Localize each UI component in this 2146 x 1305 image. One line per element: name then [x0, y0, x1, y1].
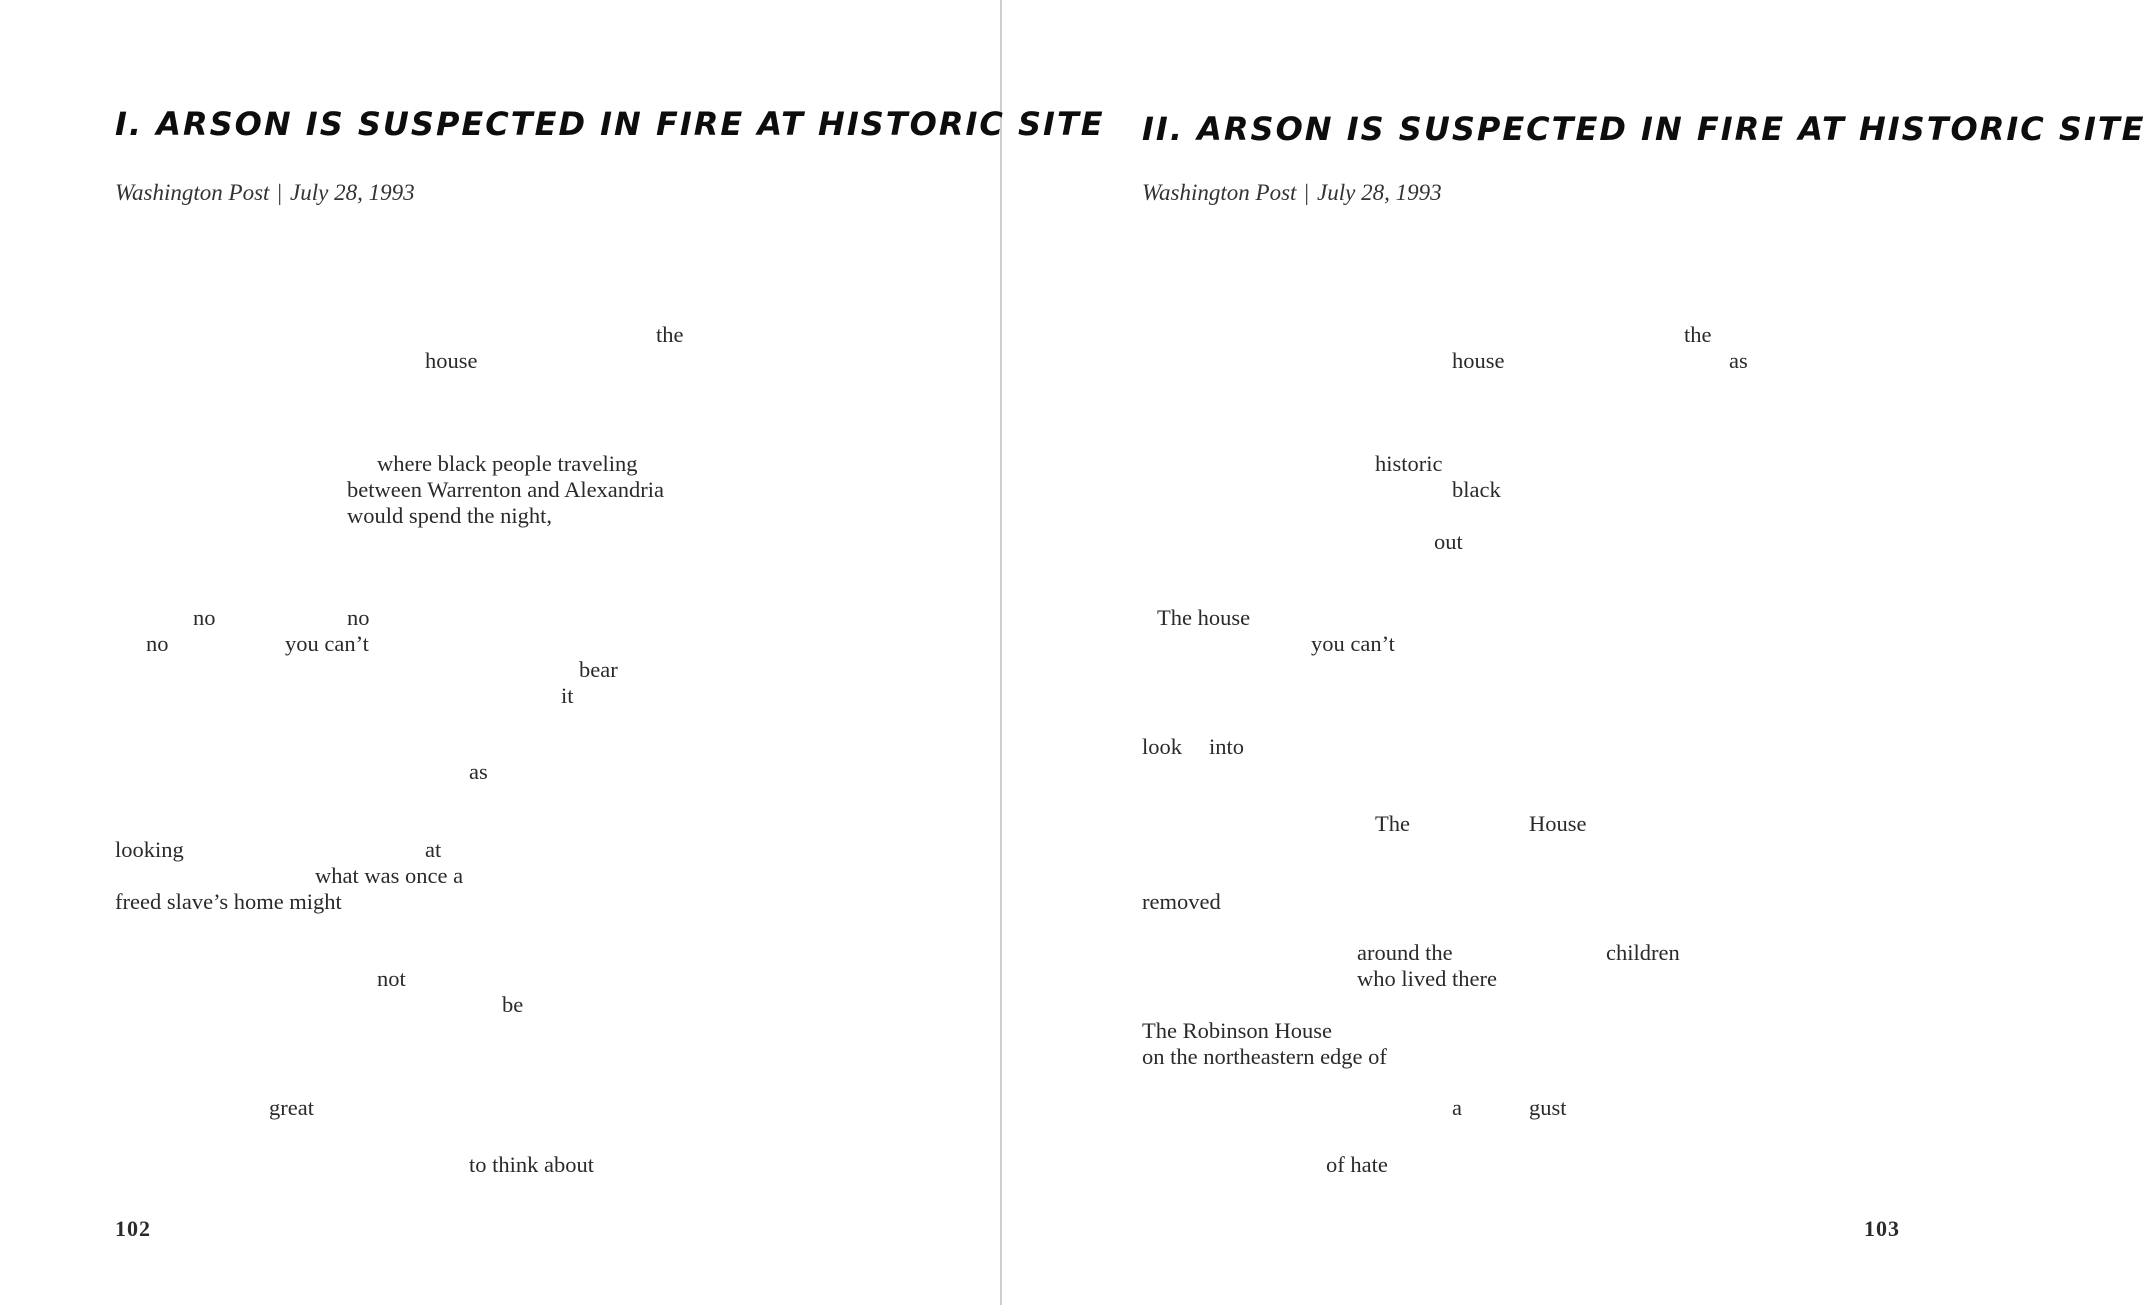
poem-word: bear: [579, 657, 618, 682]
poem-word: you can’t: [1311, 631, 1395, 656]
source-date: July 28, 1993: [290, 180, 415, 205]
poem-word: who lived there: [1357, 966, 1497, 991]
poem-word: would spend the night,: [347, 503, 552, 528]
poem-word: as: [1729, 348, 1748, 373]
poem-word: to think about: [469, 1152, 594, 1177]
poem-word: no: [347, 605, 370, 630]
page-title: II. ARSON IS SUSPECTED IN FIRE AT HISTORIC SITE: [1142, 110, 2146, 148]
poem-word: house: [1452, 348, 1505, 373]
poem-word: as: [469, 759, 488, 784]
poem-word: historic: [1375, 451, 1443, 476]
source-line: [1142, 180, 1442, 206]
poem-word: not: [377, 966, 406, 991]
poem-word: be: [502, 992, 524, 1017]
poem-word: the: [1684, 322, 1712, 347]
poem-word: look: [1142, 734, 1183, 759]
source-publication: Washington Post: [115, 180, 270, 205]
poem-word: between Warrenton and Alexandria: [347, 477, 665, 502]
poem-word: great: [269, 1095, 314, 1120]
poem-word: what was once a: [315, 863, 464, 888]
page-number: 102: [115, 1216, 151, 1241]
poem-word: The house: [1157, 605, 1251, 630]
poem-word: into: [1209, 734, 1245, 759]
poem-word: no: [146, 631, 169, 656]
poem-word: a: [1452, 1095, 1462, 1120]
page-title: I. ARSON IS SUSPECTED IN FIRE AT HISTORIC SITE: [115, 105, 1105, 143]
poem-word: House: [1529, 811, 1587, 836]
poem-word: gust: [1529, 1095, 1567, 1120]
poem-word: out: [1434, 529, 1463, 554]
poem-word: you can’t: [285, 631, 369, 656]
poem-word: on the northeastern edge of: [1142, 1044, 1387, 1069]
source-date: July 28, 1993: [1317, 180, 1442, 205]
poem-word: children: [1606, 940, 1680, 965]
right-page: [1002, 0, 2146, 1305]
poem-word: The Robinson House: [1142, 1018, 1332, 1043]
poem-word: of hate: [1326, 1152, 1388, 1177]
poem-word: the: [656, 322, 684, 347]
poem-word: looking: [115, 837, 184, 862]
poem-word: no: [193, 605, 216, 630]
source-line: [115, 180, 415, 206]
source-separator: |: [277, 180, 283, 205]
poem-word: around the: [1357, 940, 1453, 965]
poem-word: removed: [1142, 889, 1221, 914]
poem-word: freed slave’s home might: [115, 889, 342, 914]
source-separator: |: [1304, 180, 1310, 205]
poem-word: where black people traveling: [377, 451, 638, 476]
poem-word: black: [1452, 477, 1501, 502]
poem-word: house: [425, 348, 478, 373]
poem-word: it: [561, 683, 574, 708]
poem-word: The: [1375, 811, 1410, 836]
source-publication: Washington Post: [1142, 180, 1297, 205]
page-number: 103: [1864, 1216, 1900, 1241]
poem-word: at: [425, 837, 442, 862]
